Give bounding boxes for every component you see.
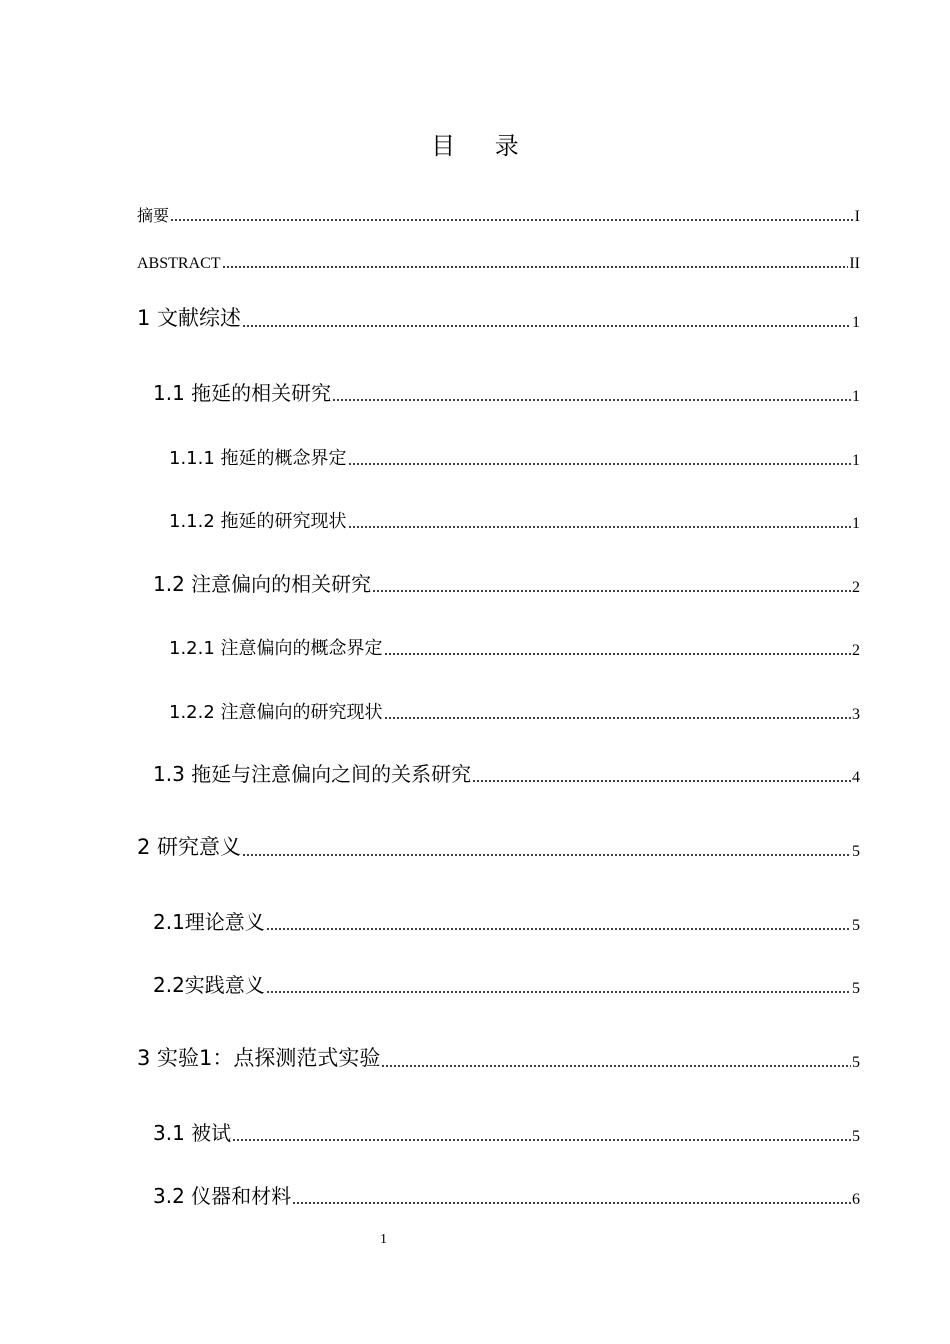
dot-leader — [242, 325, 851, 327]
dot-leader — [222, 266, 849, 268]
dot-leader — [266, 991, 851, 993]
toc-entry-section-1-3[interactable] — [153, 757, 860, 787]
toc-entry-label: 1.2 注意偏向的相关研究 — [153, 572, 372, 596]
toc-entry-label: 摘要 — [137, 208, 170, 225]
toc-entry-label: 1.1.1 拖延的概念界定 — [169, 448, 347, 469]
toc-entry-section-2-1[interactable] — [153, 905, 860, 935]
toc-entry-section-3-2[interactable] — [153, 1179, 860, 1209]
toc-entry-section-1-1[interactable] — [153, 376, 860, 406]
toc-entry-chapter-3[interactable] — [137, 1042, 860, 1072]
dot-leader — [266, 928, 851, 930]
toc-entry-section-1-2-2[interactable] — [169, 694, 860, 724]
toc-entry-label: 2.1理论意义 — [153, 910, 265, 934]
dot-leader — [348, 526, 851, 528]
toc-entry-page: 2 — [852, 579, 860, 596]
toc-entry-page: 5 — [852, 980, 860, 997]
toc-entry-page: 6 — [852, 1191, 860, 1208]
toc-entry-label: 1.1 拖延的相关研究 — [153, 381, 332, 405]
toc-entry-chapter-1[interactable] — [137, 302, 860, 332]
toc-entry-abstract-en[interactable] — [137, 243, 860, 273]
dot-leader — [292, 1202, 851, 1204]
toc-entry-section-1-1-1[interactable] — [169, 440, 860, 470]
toc-entry-page: I — [854, 208, 860, 225]
dot-leader — [242, 854, 851, 856]
toc-entry-label: 3 实验1：点探测范式实验 — [137, 1046, 381, 1070]
toc-entry-page: 5 — [852, 1128, 860, 1145]
dot-leader — [232, 1139, 851, 1141]
toc-entry-page: 3 — [852, 706, 860, 723]
dot-leader — [472, 780, 851, 782]
toc-entry-page: 5 — [852, 843, 860, 860]
dot-leader — [381, 1065, 851, 1067]
toc-entry-page: 2 — [852, 642, 860, 659]
toc-entry-section-2-2[interactable] — [153, 968, 860, 998]
dot-leader — [170, 219, 854, 221]
toc-entry-label: 2 研究意义 — [137, 835, 242, 859]
toc-entry-chapter-2[interactable] — [137, 831, 860, 861]
toc-title: 目 录 — [431, 132, 535, 160]
toc-entry-page: 1 — [852, 388, 860, 405]
toc-entry-section-3-1[interactable] — [153, 1116, 860, 1146]
toc-entry-label: 3.1 被试 — [153, 1121, 232, 1145]
toc-entry-label: 1.3 拖延与注意偏向之间的关系研究 — [153, 762, 472, 786]
dot-leader — [372, 590, 851, 592]
toc-entry-page: 5 — [852, 917, 860, 934]
toc-entry-page: 4 — [852, 769, 860, 786]
toc-entry-label: 1 文献综述 — [137, 306, 242, 330]
toc-entry-label: 2.2实践意义 — [153, 973, 265, 997]
toc-entry-page: II — [849, 255, 860, 272]
toc-entry-label: 1.2.1 注意偏向的概念界定 — [169, 638, 383, 659]
page-footer-number: 1 — [380, 1232, 387, 1247]
toc-entry-page: 5 — [852, 1054, 860, 1071]
toc-entry-label: 3.2 仪器和材料 — [153, 1184, 292, 1208]
toc-entry-section-1-1-2[interactable] — [169, 503, 860, 533]
toc-entry-section-1-2[interactable] — [153, 567, 860, 597]
dot-leader — [384, 653, 851, 655]
toc-entry-section-1-2-1[interactable] — [169, 630, 860, 660]
dot-leader — [384, 717, 851, 719]
toc-entry-label: 1.1.2 拖延的研究现状 — [169, 511, 347, 532]
toc-entry-abstract-cn[interactable] — [137, 196, 860, 226]
toc-entry-page: 1 — [852, 452, 860, 469]
dot-leader — [348, 463, 851, 465]
dot-leader — [332, 399, 851, 401]
toc-entry-page: 1 — [852, 314, 860, 331]
toc-entry-label: ABSTRACT — [137, 255, 221, 272]
toc-entry-page: 1 — [852, 515, 860, 532]
toc-entry-label: 1.2.2 注意偏向的研究现状 — [169, 702, 383, 723]
